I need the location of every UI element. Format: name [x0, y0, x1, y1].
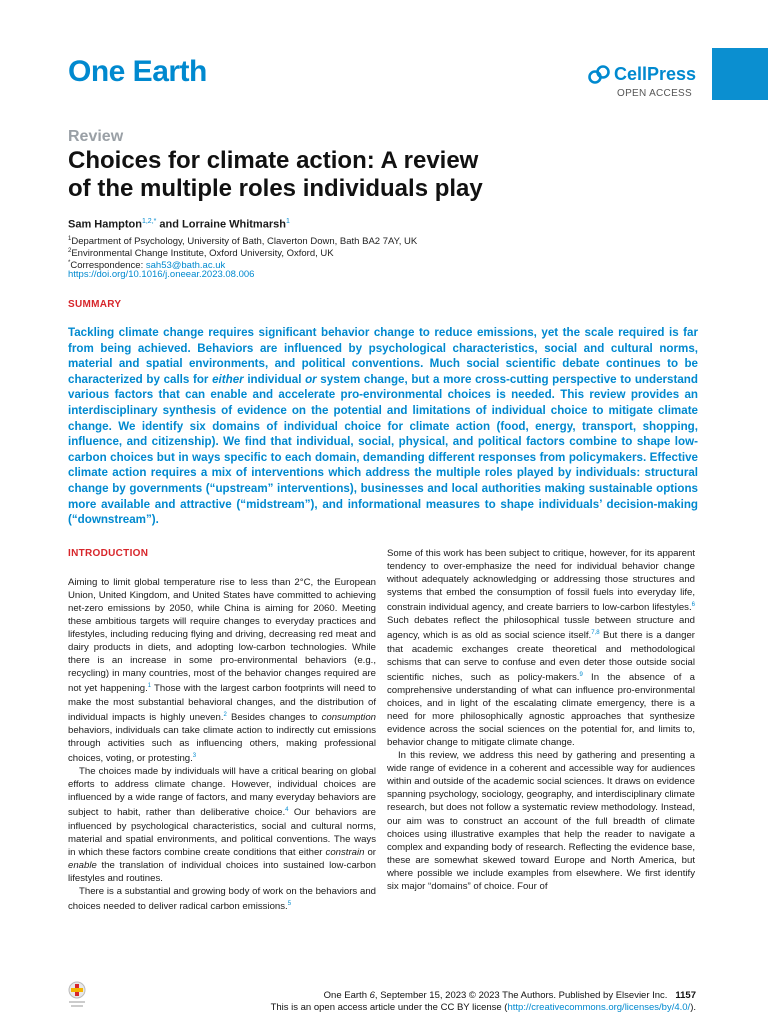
reference-link[interactable]: 1: [147, 683, 152, 690]
journal-name: One Earth: [68, 55, 207, 88]
affiliation-text: Department of Psychology, University of Bath, Claverton Down, Bath BA2 7AY, UK: [71, 236, 418, 248]
reference-link[interactable]: 7,8: [591, 630, 600, 637]
paragraph: Aiming to limit global temperature rise to less than 2°C, the European Union, United Kingdom, and United States have committed to achieving net-zero emissions by 2050, while China is aiming for 2060. Meeting these ambitious targets will require changes to everyday practices and lifestyles, including reducing flying and driving, decreasing red meat and dairy products in diets, and adopting low-carbon technologies. While there is an increase in some pro-environmental behaviors (e.g., recycling) in many countries, most of the behavior changes required are not yet happening.$^1$ Those with the largest carbon footprints will need to make the most substantial behavioral changes, and the distribution of individual impacts is highly uneven.$^2$ Besides changes to consumption behaviors, individuals can take climate action to indirectly cut emissions through activities such as influencing others, making professional choices, voting, or protesting.$^3$: [68, 577, 376, 765]
body-column-left: [68, 576, 376, 913]
reference-link[interactable]: 6: [691, 602, 695, 609]
correspondence-mark: *: [68, 260, 71, 266]
author-affiliation-ref[interactable]: 1,2,*: [141, 218, 157, 225]
reference-link[interactable]: 2: [223, 711, 227, 718]
summary-text: [68, 325, 698, 528]
open-access-label: OPEN ACCESS: [617, 88, 692, 99]
affiliation-number: 1: [68, 236, 72, 242]
article-title: [68, 147, 628, 203]
reference-link[interactable]: 3: [192, 752, 197, 759]
summary-heading: SUMMARY: [68, 299, 122, 310]
footer-license: This is an open access article under the CC BY license (http://creativecommons.org/licenses/by/4.0/).: [270, 1002, 696, 1013]
cellpress-icon: [588, 65, 610, 85]
crossmark-icon[interactable]: [66, 980, 88, 1010]
author-list: [68, 218, 290, 231]
introduction-heading: INTRODUCTION: [68, 548, 149, 559]
paragraph: There is a substantial and growing body of work on the behaviors and choices needed to deliver radical carbon emissions.$^5$: [68, 885, 376, 913]
author-affiliation-ref[interactable]: 1: [285, 218, 290, 225]
correspondence-label: Correspondence:: [70, 260, 146, 272]
doi-link[interactable]: https://doi.org/10.1016/j.oneear.2023.08.006: [68, 269, 255, 280]
article-type: Review: [68, 128, 124, 145]
reference-link[interactable]: 4: [285, 807, 289, 814]
publisher-name: CellPress: [614, 64, 697, 84]
affiliation-number: 2: [68, 248, 72, 254]
correspondence-email-link[interactable]: sah53@bath.ac.uk: [145, 260, 226, 272]
body-column-right: [387, 547, 695, 893]
title-line-1: Choices for climate action: A review: [68, 147, 479, 174]
title-line-2: of the multiple roles individuals play: [68, 175, 483, 202]
author-name[interactable]: Lorraine Whitmarsh: [182, 218, 286, 231]
paragraph: The choices made by individuals will have a critical bearing on global efforts to address climate change. However, individual choices are influenced by a wide range of factors, and many everyday behaviors are subject to habit, rather than deliberative choice.$^4$ Our behaviors are influenced by psychological characteristics, social and cultural norms, material and spatial environments, and political conventions. The ways in which these factors combine create conditions that either constrain or enable the translation of individual choices into sustained low-carbon lifestyles and routines.: [68, 766, 376, 884]
author-name[interactable]: Sam Hampton: [68, 218, 142, 231]
summary-segment: system change, but a more cross-cutting perspective to understand various factors that can enable and accelerate pro-environmental choices is needed. This review provides an interdisciplinary synthesis of evidence on the potential and limitations of individual choice to mitigate climate change. We identify six domains of individual choice for climate action (food, energy, transport, shopping, influence, and citizenship). We find that individual, social, physical, and political factors combine to shape low-carbon choices but in ways specific to each domain, demanding different responses from policymakers. Effective climate action requires a mix of interventions which address the multiple roles played by individuals: structural change by governments (“upstream” interventions), businesses and local authorities making sustainable options more available and attractive (“midstream”), and informational measures to shape individuals’ decision-making (“downstream”).: [68, 372, 698, 527]
summary-segment: Tackling climate change requires significant behavior change to reduce emissions, yet the scale required is far from being achieved. Behaviors are influenced by psychological characteristics, social and cultural norms, material and spatial environments, and political conventions. Much social scientific debate continues to be characterized by calls for: [68, 326, 698, 386]
license-link[interactable]: http://creativecommons.org/licenses/by/4.0/: [507, 1002, 691, 1013]
footer-citation: One Earth 6, September 15, 2023 © 2023 The Authors. Published by Elsevier Inc. 1157: [323, 990, 696, 1001]
author-connector: and: [156, 218, 183, 231]
summary-segment: individual: [243, 372, 306, 386]
page-number: 1157: [675, 990, 696, 1001]
affiliation-text: Environmental Change Institute, Oxford University, Oxford, UK: [71, 248, 334, 260]
reference-link[interactable]: 9: [579, 671, 583, 678]
paragraph: In this review, we address this need by gathering and presenting a wide range of evidence in a coherent and accessible way for audiences within and outside of the academic social sciences. It draws on evidence spanning psychology, sociology, geography, and interdisciplinary climate research, but does not follow a systematic review methodology. Instead, our aim was to construct an account of the full breadth of climate choices using illustrative examples that help the reader to navigate a complex and expanding body of research. Reflecting the evidence base, these are somewhat skewed toward Europe and North America, but where possible we include examples from elsewhere. We first identify six major “domains” of choice. Four of: [387, 750, 695, 892]
journal-color-tab: [712, 48, 768, 100]
cellpress-logo[interactable]: [588, 64, 697, 104]
summary-emphasis: either: [212, 372, 244, 386]
reference-link[interactable]: 5: [287, 900, 292, 907]
summary-emphasis: or: [305, 372, 317, 386]
paragraph: Some of this work has been subject to critique, however, for its apparent tendency to over-emphasize the need for individual behavior change without adequately acknowledging or addressing those structures and systems that embed the consumption of fossil fuels into everyday life, constrain individual agency, and create barriers to low-carbon lifestyles.$^6$ Such debates reflect the philosophical tussle between structure and agency, which is as old as social science itself.$^{7,8}$ But there is a danger that academic exchanges create theoretical and methodological schisms that can serve to confuse and even deter those outside social scientific niches, such as policy-makers.$^9$ In the absence of a comprehensive understanding of what can influence pro-environmental choices, and in light of the escalating climate emergency, there is a need for more philosophically agnostic approaches that synthesize evidence across the social sciences on the potential for, and limits to, behavior change to mitigate climate change.: [387, 548, 696, 749]
